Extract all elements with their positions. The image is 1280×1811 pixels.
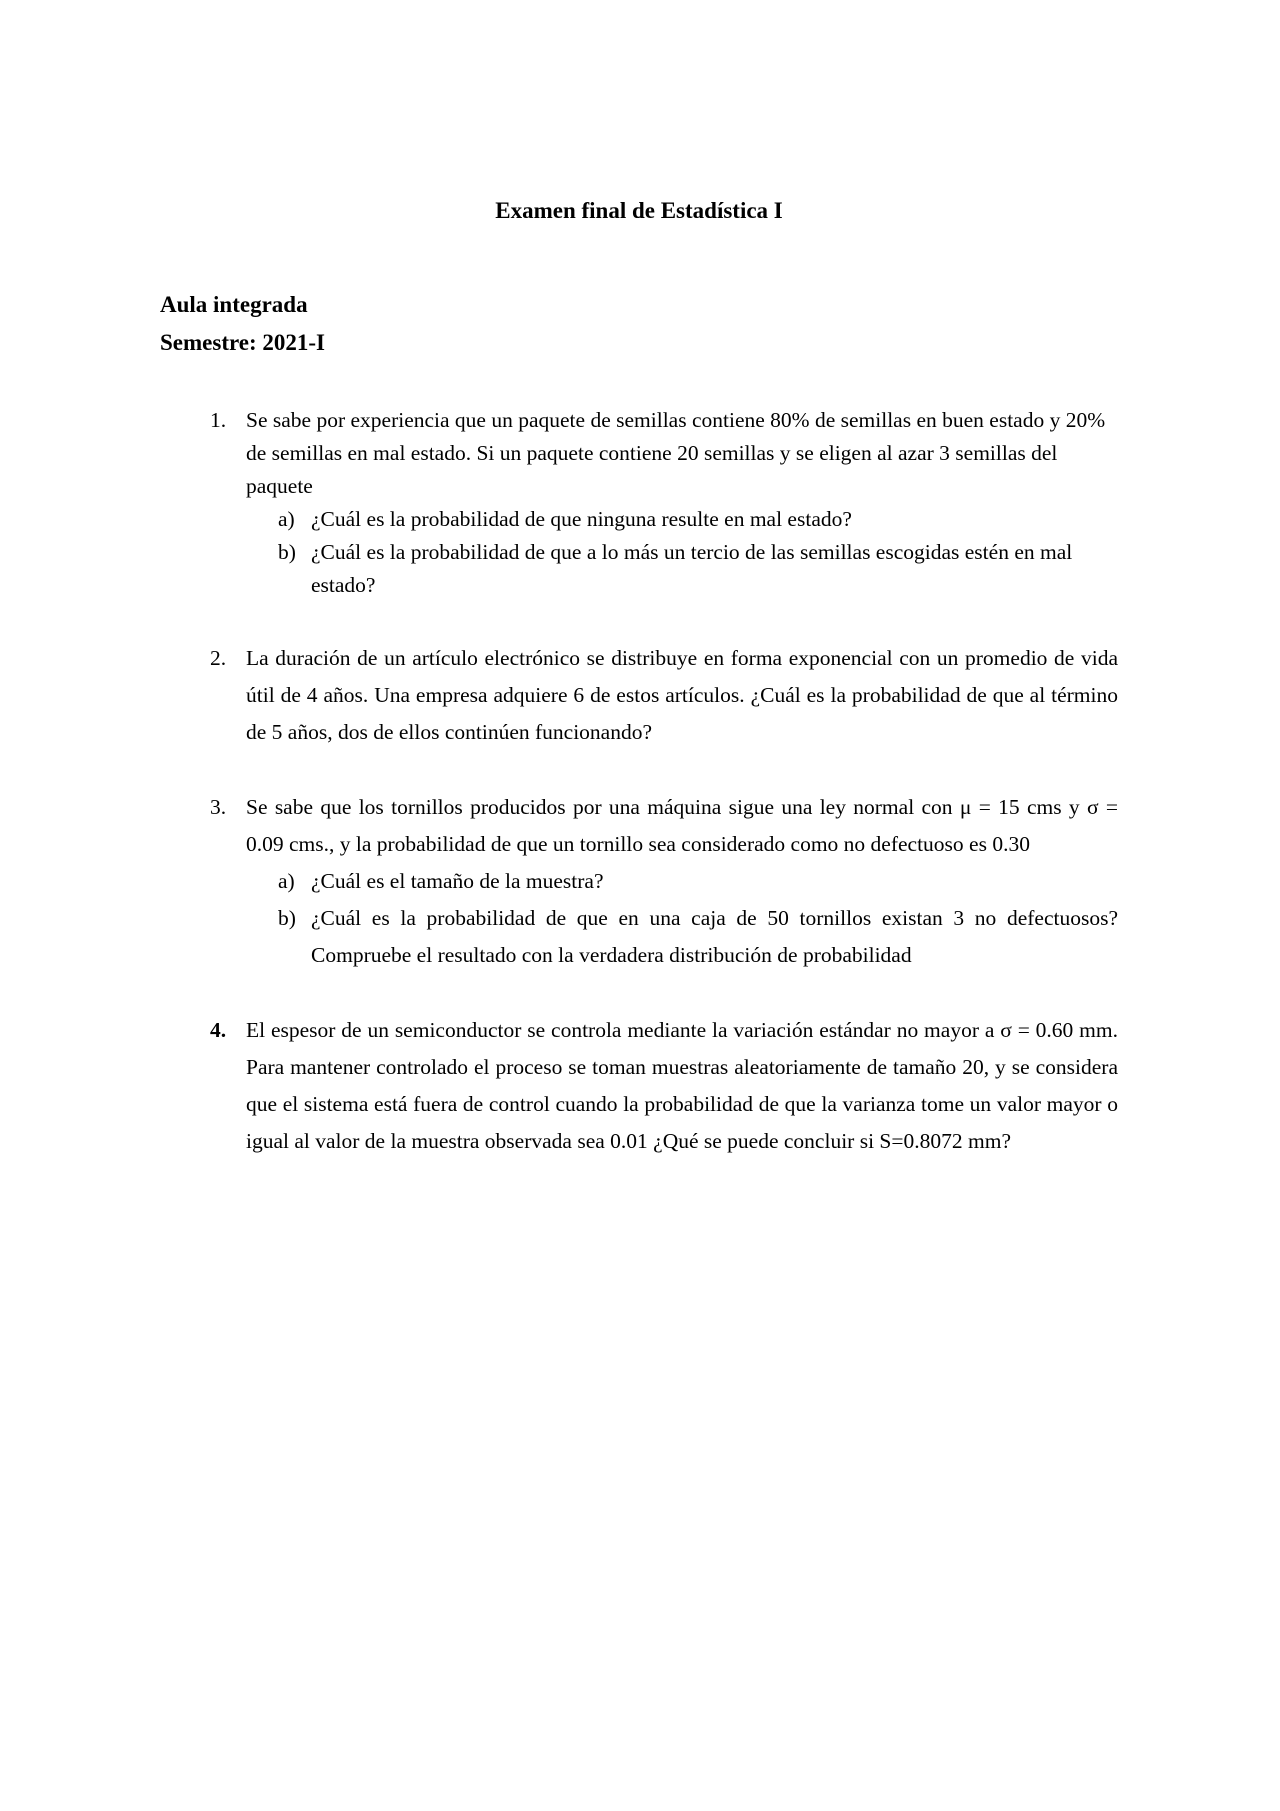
document-title: Examen final de Estadística I	[495, 198, 783, 223]
problem-1-subitem-b-text: ¿Cuál es la probabilidad de que a lo más un tercio de las semillas escogidas estén en mal estado?	[311, 540, 1073, 597]
problem-3-subitem-a-text: ¿Cuál es el tamaño de la muestra?	[311, 869, 604, 893]
problem-1-body	[246, 404, 1118, 602]
problem-3-subitems	[246, 863, 1118, 974]
problem-4-body	[246, 1012, 1118, 1160]
problem-3-body	[246, 789, 1118, 974]
problem-1	[210, 404, 1118, 602]
problem-1-subitem-a-label: a)	[278, 507, 295, 531]
problem-3-subitem-b-text: ¿Cuál es la probabilidad de que en una caja de 50 tornillos existan 3 no defectuosos? Compruebe el resultado con la verdadera distribución de probabilidad	[311, 906, 1118, 967]
header-semester-line: Semestre: 2021-I	[160, 330, 325, 355]
problem-3-subitem-a-label: a)	[278, 869, 295, 893]
problem-1-subitem-a	[246, 503, 1118, 536]
problem-2-number: 2.	[210, 646, 227, 670]
problem-4-number: 4.	[210, 1018, 227, 1042]
problem-2-text: La duración de un artículo electrónico se distribuye en forma exponencial con un promedio de vida útil de 4 años. Una empresa adquiere 6 de estos artículos. ¿Cuál es la probabilidad de que al término de 5 años, dos de ellos continúen funcionando?	[246, 646, 1118, 744]
problem-list	[160, 404, 1118, 1160]
problem-4-text: El espesor de un semiconductor se controla mediante la variación estándar no mayor a σ = 0.60 mm. Para mantener controlado el proceso se toman muestras aleatoriamente de tamaño 20, y se considera que el sistema está fuera de control cuando la probabilidad de que la varianza tome un valor mayor o igual al valor de la muestra observada sea 0.01 ¿Qué se puede concluir si S=0.8072 mm?	[246, 1018, 1118, 1153]
problem-3	[210, 789, 1118, 974]
problem-2-body	[246, 640, 1118, 751]
problem-3-number: 3.	[210, 795, 227, 819]
problem-3-text: Se sabe que los tornillos producidos por una máquina sigue una ley normal con μ = 15 cms y σ = 0.09 cms., y la probabilidad de que un tornillo sea considerado como no defectuoso es 0.30	[246, 795, 1118, 856]
problem-1-number: 1.	[210, 408, 227, 432]
problem-3-subitem-a	[246, 863, 1118, 900]
problem-1-subitem-a-text: ¿Cuál es la probabilidad de que ninguna resulte en mal estado?	[311, 507, 852, 531]
problem-1-subitem-b-label: b)	[278, 540, 296, 564]
problem-1-subitem-b	[246, 536, 1118, 602]
problem-1-subitems	[246, 503, 1118, 602]
problem-1-text: Se sabe por experiencia que un paquete de semillas contiene 80% de semillas en buen estado y 20% de semillas en mal estado. Si un paquete contiene 20 semillas y se eligen al azar 3 semillas del paquete	[246, 408, 1106, 498]
problem-4	[210, 1012, 1118, 1160]
problem-2	[210, 640, 1118, 751]
problem-3-subitem-b-label: b)	[278, 906, 296, 930]
document-header	[160, 286, 1118, 362]
header-course-line: Aula integrada	[160, 292, 308, 317]
problem-3-subitem-b	[246, 900, 1118, 974]
